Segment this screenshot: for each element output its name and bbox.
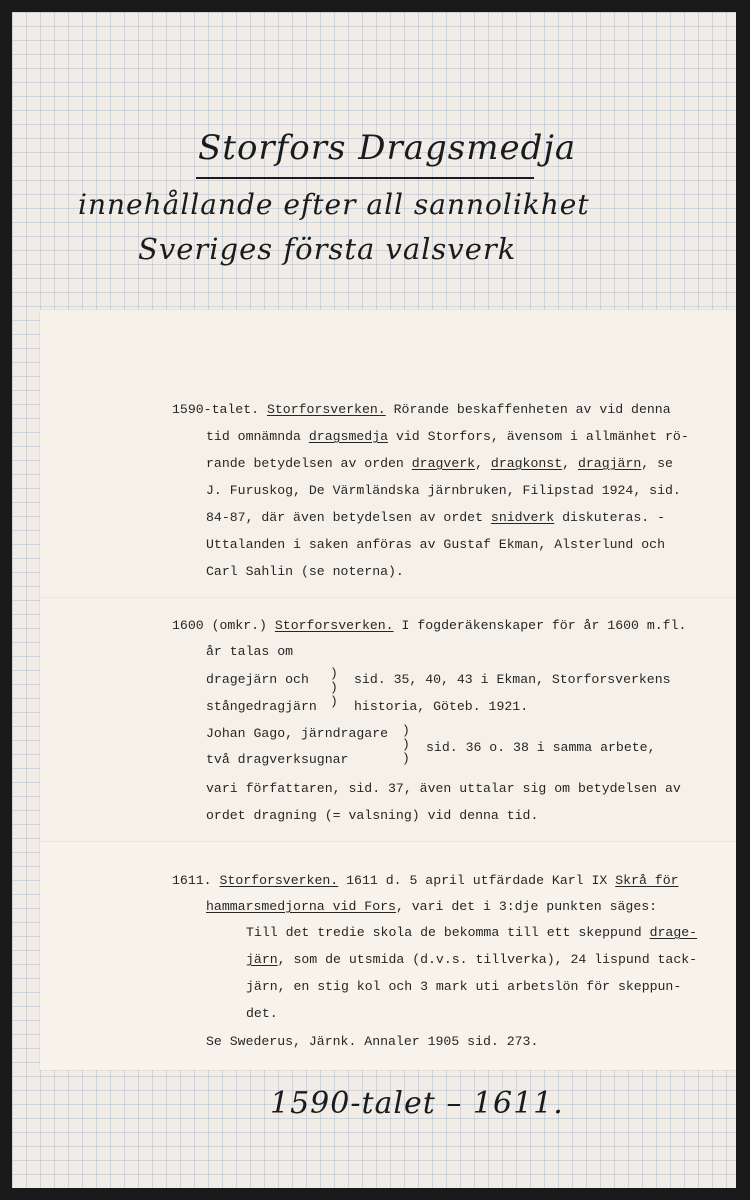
entry-1600-ref1-line2: historia, Göteb. 1921. bbox=[354, 699, 529, 714]
entry-1590-line1: 1590-talet. Storforsverken. Rörande beskaffenheten av vid denna bbox=[172, 402, 671, 417]
entry-1600-line-last2: ordet dragning (= valsning) vid denna tid. bbox=[206, 808, 539, 823]
entry-1600-line1: 1600 (omkr.) Storforsverken. I fogderäkenskaper för år 1600 m.fl. bbox=[172, 618, 687, 633]
entry-1590-topic: Storforsverken. bbox=[266, 402, 386, 417]
entry-1590-line7: Carl Sahlin (se noterna). bbox=[206, 564, 404, 579]
typed-slip-1590 bbox=[40, 310, 736, 600]
entry-1600-item1: dragejärn och bbox=[206, 672, 309, 687]
entry-1611-quote2: järn, som de utsmida (d.v.s. tillverka), 24 lispund tack- bbox=[246, 952, 698, 967]
handwritten-title: Storfors Dragsmedja bbox=[198, 128, 577, 168]
entry-1590-line4: J. Furuskog, De Värmländska järnbruken, Filipstad 1924, sid. bbox=[206, 483, 681, 498]
entry-1600-item3: Johan Gago, järndragare bbox=[206, 726, 389, 741]
entry-1611-line2: hammarsmedjorna vid Fors, vari det i 3:dje punkten säges: bbox=[206, 899, 658, 914]
entry-1600-item4: två dragverksugnar bbox=[206, 752, 349, 767]
handwritten-date-range: 1590-talet – 1611. bbox=[270, 1086, 564, 1121]
brace-2: ) ) ) bbox=[402, 723, 410, 766]
handwritten-subtitle-line2: Sveriges första valsverk bbox=[138, 232, 517, 266]
entry-1600-ref1-line1: sid. 35, 40, 43 i Ekman, Storforsverkens bbox=[354, 672, 671, 687]
entry-1611-source: Se Swederus, Järnk. Annaler 1905 sid. 273. bbox=[206, 1034, 539, 1049]
entry-1590-line5: 84-87, där även betydelsen av ordet snidverk diskuteras. - bbox=[206, 510, 666, 525]
entry-1590-line6: Uttalanden i saken anföras av Gustaf Ekman, Alsterlund och bbox=[206, 537, 665, 552]
entry-1611-topic: Storforsverken. bbox=[219, 873, 339, 888]
entry-1600-ref2: sid. 36 o. 38 i samma arbete, bbox=[426, 740, 656, 755]
entry-1590-date: 1590-talet. bbox=[172, 402, 260, 417]
entry-1600-line2: år talas om bbox=[206, 644, 294, 659]
handwritten-subtitle-line1: innehållande efter all sannolikhet bbox=[78, 188, 590, 221]
entry-1611-line1: 1611. Storforsverken. 1611 d. 5 april utfärdade Karl IX Skrå för bbox=[172, 873, 679, 888]
entry-1600-line-last1: vari författaren, sid. 37, även uttalar sig om betydelsen av bbox=[206, 781, 681, 796]
entry-1611-quote3: järn, en stig kol och 3 mark uti arbetslön för skeppun- bbox=[246, 979, 682, 994]
brace-1: ) ) ) bbox=[330, 666, 338, 709]
entry-1590-line3: rande betydelsen av orden dragverk, dragkonst, dragjärn, se bbox=[206, 456, 673, 471]
entry-1590-line2: tid omnämnda dragsmedja vid Storfors, ävensom i allmänhet rö- bbox=[206, 429, 689, 444]
entry-1611-quote4: det. bbox=[246, 1006, 278, 1021]
entry-1600-item2: stångedragjärn bbox=[206, 699, 317, 714]
entry-1600-topic: Storforsverken. bbox=[274, 618, 394, 633]
title-underline bbox=[196, 177, 534, 179]
entry-1611-quote1: Till det tredie skola de bekomma till ett skeppund drage- bbox=[246, 925, 698, 940]
